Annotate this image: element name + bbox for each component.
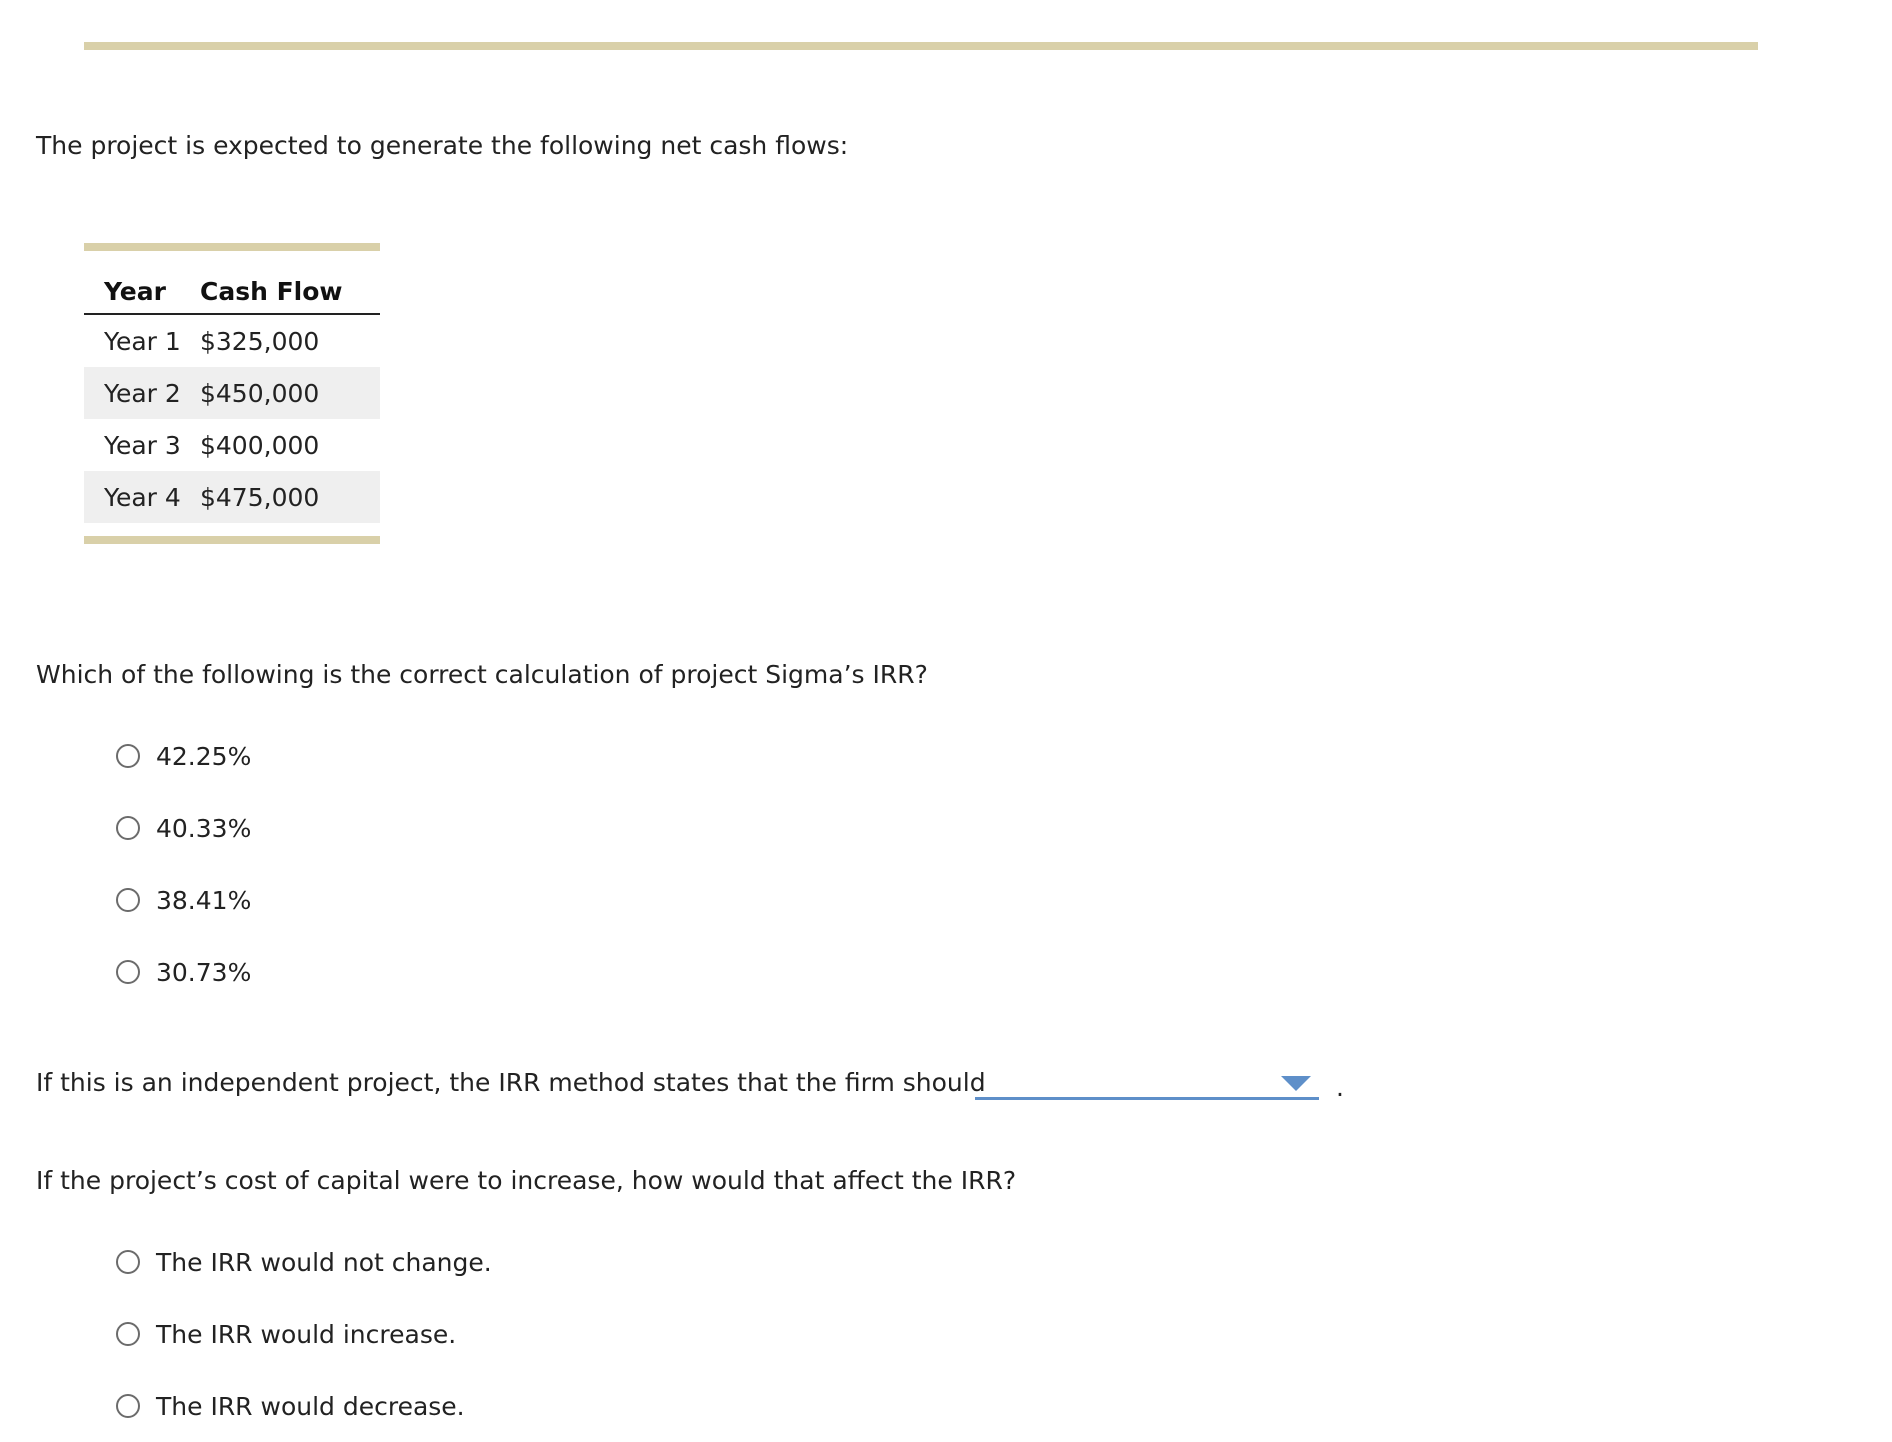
option-label: 40.33%: [156, 813, 252, 843]
question-cost-of-capital-text: If the project’s cost of capital were to increase, how would that affect the IRR?: [36, 1166, 1017, 1195]
cost-option[interactable]: [116, 1370, 492, 1442]
irr-option[interactable]: [116, 720, 251, 792]
cost-option[interactable]: [116, 1226, 492, 1298]
year-cell: Year 3: [104, 430, 181, 460]
cash-flow-cell: $450,000: [200, 378, 320, 408]
option-label: 38.41%: [156, 885, 252, 915]
irr-options: [116, 720, 251, 1008]
table-row: [84, 367, 380, 419]
cash-flow-table: [84, 243, 380, 544]
option-label: The IRR would increase.: [156, 1319, 457, 1349]
radio-button[interactable]: [116, 960, 140, 984]
header-year: Year: [104, 277, 166, 306]
option-label: The IRR would not change.: [156, 1247, 492, 1277]
year-cell: Year 4: [104, 482, 181, 512]
irr-option[interactable]: [116, 864, 251, 936]
radio-button[interactable]: [116, 1322, 140, 1346]
radio-button[interactable]: [116, 1250, 140, 1274]
option-label: 42.25%: [156, 741, 252, 771]
radio-button[interactable]: [116, 816, 140, 840]
sentence-period: .: [1336, 1073, 1344, 1102]
option-label: The IRR would decrease.: [156, 1391, 465, 1421]
decision-dropdown[interactable]: [975, 1064, 1319, 1100]
irr-option[interactable]: [116, 792, 251, 864]
year-cell: Year 2: [104, 378, 181, 408]
cost-option[interactable]: [116, 1298, 492, 1370]
table-header-row: [84, 251, 380, 315]
table-row: [84, 419, 380, 471]
table-top-rule: [84, 243, 380, 251]
table-row: [84, 471, 380, 523]
chevron-down-icon[interactable]: [1281, 1076, 1311, 1091]
header-cash-flow: Cash Flow: [200, 277, 343, 306]
table-bottom-rule: [84, 536, 380, 544]
cash-flow-cell: $400,000: [200, 430, 320, 460]
irr-option[interactable]: [116, 936, 251, 1008]
year-cell: Year 1: [104, 326, 181, 356]
cash-flow-cell: $325,000: [200, 326, 320, 356]
question-independent-text: If this is an independent project, the IRR method states that the firm should: [36, 1068, 986, 1097]
option-label: 30.73%: [156, 957, 252, 987]
question-irr-text: Which of the following is the correct calculation of project Sigma’s IRR?: [36, 660, 928, 689]
radio-button[interactable]: [116, 744, 140, 768]
top-divider: [84, 42, 1758, 50]
cash-flow-cell: $475,000: [200, 482, 320, 512]
radio-button[interactable]: [116, 888, 140, 912]
radio-button[interactable]: [116, 1394, 140, 1418]
table-row: [84, 315, 380, 367]
cost-of-capital-options: [116, 1226, 492, 1442]
intro-text: The project is expected to generate the following net cash flows:: [36, 131, 849, 160]
